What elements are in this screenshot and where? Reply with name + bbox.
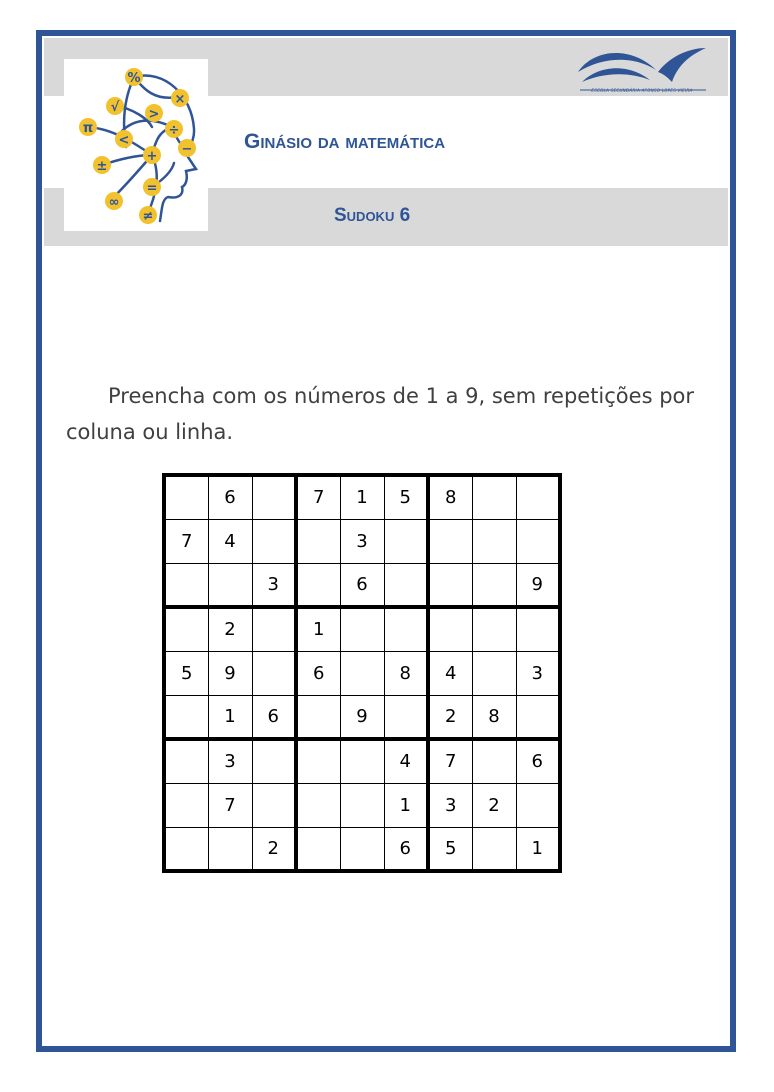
sudoku-empty-cell[interactable] — [340, 827, 384, 871]
sudoku-empty-cell[interactable] — [296, 783, 340, 827]
svg-text:>: > — [148, 107, 160, 122]
sudoku-given-cell: 5 — [428, 827, 472, 871]
sudoku-empty-cell[interactable] — [340, 739, 384, 783]
sudoku-empty-cell[interactable] — [384, 519, 428, 563]
sudoku-empty-cell[interactable] — [340, 607, 384, 651]
svg-text:÷: ÷ — [168, 123, 180, 138]
sudoku-empty-cell[interactable] — [208, 827, 252, 871]
sudoku-given-cell: 6 — [384, 827, 428, 871]
sudoku-empty-cell[interactable] — [472, 651, 516, 695]
sudoku-given-cell: 3 — [208, 739, 252, 783]
sudoku-empty-cell[interactable] — [296, 563, 340, 607]
svg-text:%: % — [127, 71, 141, 86]
sudoku-empty-cell[interactable] — [164, 739, 208, 783]
sudoku-empty-cell[interactable] — [296, 519, 340, 563]
instructions-text: Preencha com os números de 1 a 9, sem repetições por coluna ou linha. — [66, 384, 695, 444]
sudoku-given-cell: 1 — [516, 827, 560, 871]
sudoku-empty-cell[interactable] — [472, 739, 516, 783]
sudoku-given-cell: 3 — [516, 651, 560, 695]
sudoku-row — [164, 563, 560, 607]
sudoku-empty-cell[interactable] — [516, 519, 560, 563]
svg-text:+: + — [146, 149, 158, 164]
sudoku-empty-cell[interactable] — [516, 607, 560, 651]
sudoku-empty-cell[interactable] — [340, 783, 384, 827]
sudoku-empty-cell[interactable] — [340, 651, 384, 695]
sudoku-given-cell: 8 — [472, 695, 516, 739]
school-name: ESCOLA SECUNDÁRIA AFONSO LOPES VIEIRA — [591, 88, 693, 93]
sudoku-empty-cell[interactable] — [164, 783, 208, 827]
sudoku-given-cell: 7 — [428, 739, 472, 783]
pi-symbol-icon — [79, 118, 97, 136]
sudoku-empty-cell[interactable] — [516, 695, 560, 739]
sudoku-given-cell: 1 — [296, 607, 340, 651]
sudoku-empty-cell[interactable] — [252, 519, 296, 563]
sudoku-given-cell: 1 — [208, 695, 252, 739]
sudoku-given-cell: 6 — [516, 739, 560, 783]
sudoku-given-cell: 8 — [384, 651, 428, 695]
sudoku-empty-cell[interactable] — [428, 607, 472, 651]
sqrt-symbol-icon — [106, 97, 124, 115]
sudoku-empty-cell[interactable] — [296, 695, 340, 739]
sudoku-empty-cell[interactable] — [252, 783, 296, 827]
sudoku-given-cell: 5 — [384, 475, 428, 519]
sudoku-given-cell: 2 — [428, 695, 472, 739]
svg-text:×: × — [174, 92, 186, 107]
sudoku-given-cell: 7 — [296, 475, 340, 519]
less-than-symbol-icon — [115, 130, 133, 148]
plus-symbol-icon — [143, 146, 161, 164]
page-subtitle: Sudoku 6 — [334, 205, 411, 226]
sudoku-given-cell: 8 — [428, 475, 472, 519]
sudoku-empty-cell[interactable] — [252, 739, 296, 783]
sudoku-given-cell: 7 — [164, 519, 208, 563]
sudoku-empty-cell[interactable] — [384, 695, 428, 739]
sudoku-given-cell: 6 — [252, 695, 296, 739]
sudoku-empty-cell[interactable] — [384, 607, 428, 651]
math-head-logo — [64, 59, 208, 231]
svg-text:±: ± — [96, 159, 108, 174]
sudoku-given-cell: 6 — [340, 563, 384, 607]
sudoku-given-cell: 2 — [472, 783, 516, 827]
sudoku-row — [164, 695, 560, 739]
svg-text:<: < — [118, 133, 130, 148]
svg-text:≠: ≠ — [142, 209, 154, 224]
svg-text:∞: ∞ — [108, 195, 120, 210]
page-title: Ginásio da matemática — [244, 130, 446, 153]
sudoku-row — [164, 607, 560, 651]
sudoku-empty-cell[interactable] — [164, 695, 208, 739]
sudoku-row — [164, 519, 560, 563]
svg-text:−: − — [181, 142, 193, 157]
sudoku-empty-cell[interactable] — [208, 563, 252, 607]
sudoku-row — [164, 827, 560, 871]
sudoku-given-cell: 3 — [252, 563, 296, 607]
math-head-logo-graphic — [64, 59, 208, 231]
sudoku-grid — [162, 473, 562, 873]
sudoku-empty-cell[interactable] — [516, 783, 560, 827]
sudoku-given-cell: 7 — [208, 783, 252, 827]
sudoku-empty-cell[interactable] — [384, 563, 428, 607]
plus-minus-symbol-icon — [93, 156, 111, 174]
sudoku-given-cell: 4 — [428, 651, 472, 695]
sudoku-empty-cell[interactable] — [164, 607, 208, 651]
sudoku-empty-cell[interactable] — [252, 651, 296, 695]
sudoku-empty-cell[interactable] — [252, 475, 296, 519]
sudoku-empty-cell[interactable] — [472, 827, 516, 871]
sudoku-row — [164, 739, 560, 783]
multiply-symbol-icon — [171, 89, 189, 107]
not-equal-symbol-icon — [139, 206, 157, 224]
sudoku-empty-cell[interactable] — [296, 739, 340, 783]
sudoku-given-cell: 2 — [252, 827, 296, 871]
sudoku-empty-cell[interactable] — [296, 827, 340, 871]
sudoku-given-cell: 6 — [208, 475, 252, 519]
sudoku-row — [164, 475, 560, 519]
svg-text:√: √ — [110, 100, 120, 115]
sudoku-given-cell: 3 — [340, 519, 384, 563]
sudoku-empty-cell[interactable] — [472, 607, 516, 651]
equals-symbol-icon — [143, 178, 161, 196]
sudoku-given-cell: 3 — [428, 783, 472, 827]
sudoku-empty-cell[interactable] — [164, 563, 208, 607]
sudoku-row — [164, 651, 560, 695]
sudoku-given-cell: 4 — [208, 519, 252, 563]
sudoku-empty-cell[interactable] — [252, 607, 296, 651]
svg-text:=: = — [146, 181, 158, 196]
sudoku-empty-cell[interactable] — [472, 475, 516, 519]
minus-symbol-icon — [178, 139, 196, 157]
sudoku-given-cell: 5 — [164, 651, 208, 695]
sudoku-given-cell: 4 — [384, 739, 428, 783]
percent-symbol-icon — [125, 68, 143, 86]
sudoku-row — [164, 783, 560, 827]
sudoku-empty-cell[interactable] — [428, 563, 472, 607]
divide-symbol-icon — [165, 120, 183, 138]
sudoku-given-cell: 9 — [208, 651, 252, 695]
sudoku-empty-cell[interactable] — [516, 475, 560, 519]
sudoku-given-cell: 1 — [340, 475, 384, 519]
svg-text:π: π — [82, 121, 94, 136]
sudoku-given-cell: 9 — [516, 563, 560, 607]
sudoku-empty-cell[interactable] — [164, 475, 208, 519]
sudoku-given-cell: 2 — [208, 607, 252, 651]
sudoku-given-cell: 1 — [384, 783, 428, 827]
infinity-symbol-icon — [105, 192, 123, 210]
greater-than-symbol-icon — [145, 104, 163, 122]
sudoku-empty-cell[interactable] — [428, 519, 472, 563]
sudoku-empty-cell[interactable] — [472, 563, 516, 607]
sudoku-given-cell: 6 — [296, 651, 340, 695]
sudoku-empty-cell[interactable] — [164, 827, 208, 871]
sudoku-empty-cell[interactable] — [472, 519, 516, 563]
sudoku-given-cell: 9 — [340, 695, 384, 739]
